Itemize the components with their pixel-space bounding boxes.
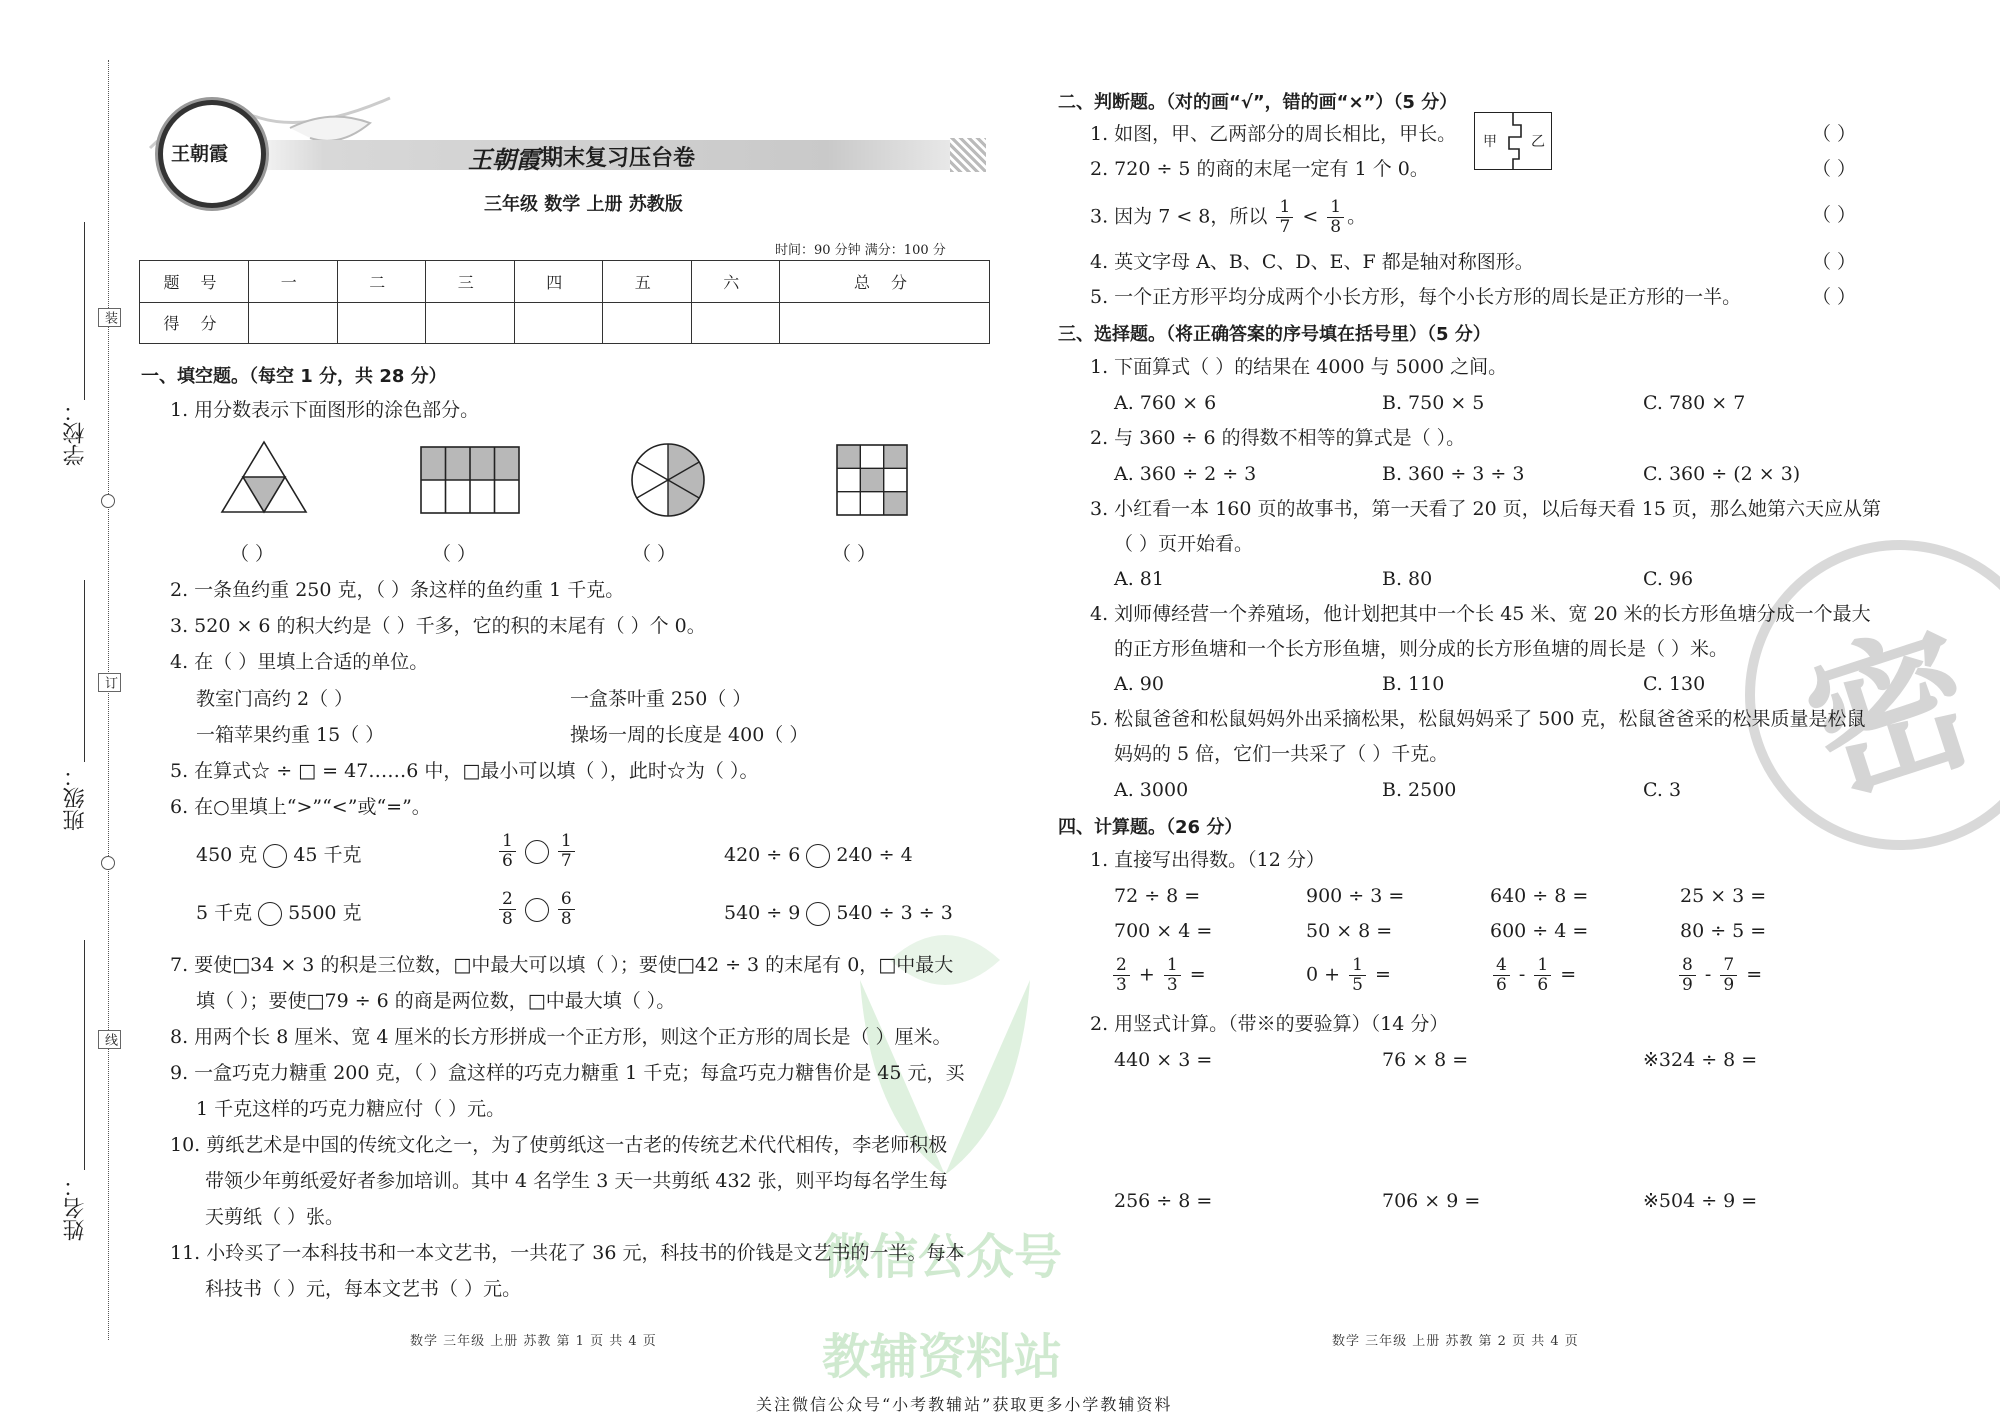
option[interactable]: A. 81 xyxy=(1114,568,1164,590)
compare-circle[interactable] xyxy=(258,902,282,926)
compare-item xyxy=(724,843,913,868)
calc-fraction-item: $\frac{2}{3}$ + $\frac{1}{3}$ = xyxy=(1110,956,1206,995)
judge-answer[interactable]: （ ） xyxy=(1812,204,1857,226)
answer-blank[interactable]: （ ） xyxy=(432,543,477,565)
compare-left: 5 千克 xyxy=(196,902,253,924)
vertical-calc: 76 × 8 = xyxy=(1382,1049,1469,1071)
fraction: $\frac{1}{7}$ xyxy=(558,832,575,871)
score-table xyxy=(139,260,990,344)
choice-5: 5. 松鼠爸爸和松鼠妈妈外出采摘松果，松鼠妈妈采了 500 克，松鼠爸爸采的松果质量是松鼠 xyxy=(1090,708,1866,730)
score-input-cell[interactable] xyxy=(514,302,603,344)
time-info: 时间：90 分钟 满分：100 分 xyxy=(775,243,946,258)
section3-title: 三、选择题。（将正确答案的序号填在括号里）（5 分） xyxy=(1058,324,1491,345)
question-9-cont: 1 千克这样的巧克力糖应付（ ）元。 xyxy=(196,1098,506,1120)
compare-item xyxy=(724,901,953,926)
question-4a: 教室门高约 2（ ） xyxy=(196,688,354,710)
binding-mark-1: 装 xyxy=(98,308,121,327)
compare-right: 540 ÷ 3 ÷ 3 xyxy=(836,902,953,924)
score-cell: 六 xyxy=(691,261,780,303)
compare-circle[interactable] xyxy=(525,898,549,922)
score-input-cell[interactable] xyxy=(249,302,338,344)
calc-fraction-item: $\frac{4}{6}$ - $\frac{1}{6}$ = xyxy=(1490,956,1576,995)
option[interactable]: B. 80 xyxy=(1382,568,1433,590)
choice-2: 2. 与 360 ÷ 6 的得数不相等的算式是（ ）。 xyxy=(1090,427,1466,449)
fraction: $\frac{1}{6}$ xyxy=(1534,956,1551,995)
grid-figure xyxy=(836,444,908,516)
page-footer-left: 数学 三年级 上册 苏教 第 1 页 共 4 页 xyxy=(410,1334,657,1349)
class-line xyxy=(84,580,85,762)
calc-item: 80 ÷ 5 = xyxy=(1680,920,1767,942)
compare-right: 45 千克 xyxy=(293,844,362,866)
question-1: 1. 用分数表示下面图形的涂色部分。 xyxy=(170,399,480,421)
score-input-cell[interactable] xyxy=(337,302,426,344)
score-cell: 三 xyxy=(426,261,515,303)
fraction: $\frac{4}{6}$ xyxy=(1493,956,1510,995)
option[interactable]: B. 360 ÷ 3 ÷ 3 xyxy=(1382,463,1525,485)
confidential-seal xyxy=(1745,540,2000,850)
compare-item xyxy=(496,832,578,871)
option[interactable]: C. 780 × 7 xyxy=(1643,392,1746,414)
score-cell: 四 xyxy=(514,261,603,303)
judge-1: 1. 如图，甲、乙两部分的周长相比，甲长。 xyxy=(1090,123,1457,145)
seal-text: 密 xyxy=(1786,600,1997,828)
vertical-calc: 706 × 9 = xyxy=(1382,1190,1481,1212)
question-4b: 一盒茶叶重 250（ ） xyxy=(570,688,752,710)
compare-right: 5500 克 xyxy=(288,902,362,924)
calc-item: 600 ÷ 4 = xyxy=(1490,920,1589,942)
option[interactable]: B. 110 xyxy=(1382,673,1445,695)
option[interactable]: A. 360 ÷ 2 ÷ 3 xyxy=(1114,463,1257,485)
compare-left: 540 ÷ 9 xyxy=(724,902,801,924)
page-footer-right: 数学 三年级 上册 苏教 第 2 页 共 4 页 xyxy=(1332,1334,1579,1349)
brand-name: 王朝霞 xyxy=(468,145,540,174)
score-table-header-row xyxy=(140,261,990,303)
score-input-cell[interactable] xyxy=(691,302,780,344)
fraction: $\frac{7}{9}$ xyxy=(1720,956,1737,995)
judge-answer[interactable]: （ ） xyxy=(1812,158,1857,180)
triangle-figure xyxy=(220,440,308,514)
label-jia: 甲 xyxy=(1483,134,1497,150)
option[interactable]: C. 360 ÷ (2 × 3) xyxy=(1643,463,1801,485)
judge-answer[interactable]: （ ） xyxy=(1812,286,1857,308)
answer-blank[interactable]: （ ） xyxy=(230,543,275,565)
question-10: 10. 剪纸艺术是中国的传统文化之一，为了使剪纸这一古老的传统艺术代代相传，李老师积极 xyxy=(170,1134,948,1156)
compare-item xyxy=(196,843,362,868)
section1-title: 一、填空题。（每空 1 分，共 28 分） xyxy=(141,366,447,387)
section4-title: 四、计算题。（26 分） xyxy=(1058,817,1243,838)
logo-text: 王朝霞 xyxy=(171,143,229,165)
option[interactable]: B. 750 × 5 xyxy=(1382,392,1485,414)
choice-4: 4. 刘师傅经营一个养殖场，他计划把其中一个长 45 米、宽 20 米的长方形鱼塘分成一个最大 xyxy=(1090,603,1871,625)
vertical-calc: 256 ÷ 8 = xyxy=(1114,1190,1213,1212)
school-label: 学校： xyxy=(63,400,88,466)
fraction: $\frac{6}{8}$ xyxy=(558,890,575,929)
judge-2: 2. 720 ÷ 5 的商的末尾一定有 1 个 0。 xyxy=(1090,158,1429,180)
question-6: 6. 在○里填上“>”“<”或“=”。 xyxy=(170,796,431,818)
compare-circle[interactable] xyxy=(806,902,830,926)
option[interactable]: C. 130 xyxy=(1643,673,1706,695)
punch-hole-icon xyxy=(101,494,115,508)
score-input-cell[interactable] xyxy=(426,302,515,344)
option[interactable]: A. 3000 xyxy=(1114,779,1189,801)
score-cell: 总 分 xyxy=(780,261,990,303)
fraction: $\frac{1}{5}$ xyxy=(1349,956,1366,995)
calc-fraction-item: $\frac{8}{9}$ - $\frac{7}{9}$ = xyxy=(1676,956,1762,995)
score-cell: 二 xyxy=(337,261,426,303)
question-4d: 操场一周的长度是 400（ ） xyxy=(570,724,809,746)
judge-4: 4. 英文字母 A、B、C、D、E、F 都是轴对称图形。 xyxy=(1090,251,1534,273)
banner-pattern xyxy=(950,138,986,172)
choice-1: 1. 下面算式（ ）的结果在 4000 与 5000 之间。 xyxy=(1090,356,1508,378)
subtitle: 三年级 数学 上册 苏教版 xyxy=(484,194,683,215)
vertical-calc: 440 × 3 = xyxy=(1114,1049,1213,1071)
punch-hole-icon xyxy=(101,856,115,870)
score-cell: 得 分 xyxy=(140,302,249,344)
calc-item: 50 × 8 = xyxy=(1306,920,1393,942)
calc-fraction-item: 0 + $\frac{1}{5}$ = xyxy=(1306,955,1391,995)
bottom-notice: 关注微信公众号“小考教辅站”获取更多小学教辅资料 xyxy=(756,1395,1173,1414)
choice-4-cont: 的正方形鱼塘和一个长方形鱼塘，则分成的长方形鱼塘的周长是（ ）米。 xyxy=(1114,638,1729,660)
compare-left: 450 克 xyxy=(196,844,258,866)
option[interactable]: A. 760 × 6 xyxy=(1114,392,1217,414)
section2-title: 二、判断题。（对的画“√”，错的画“×”）（5 分） xyxy=(1058,92,1458,113)
option[interactable]: C. 96 xyxy=(1643,568,1694,590)
answer-blank[interactable]: （ ） xyxy=(832,543,877,565)
score-input-cell[interactable] xyxy=(780,302,990,344)
fraction: $\frac{1}{6}$ xyxy=(499,832,516,871)
fraction: $\frac{2}{8}$ xyxy=(499,890,516,929)
jia-yi-figure xyxy=(1474,112,1552,170)
compare-left: 420 ÷ 6 xyxy=(724,844,801,866)
answer-blank[interactable]: （ ） xyxy=(632,543,677,565)
question-2: 2. 一条鱼约重 250 克，（ ）条这样的鱼约重 1 千克。 xyxy=(170,579,625,601)
question-10-cont: 天剪纸（ ）张。 xyxy=(205,1206,345,1228)
calc-item: 640 ÷ 8 = xyxy=(1490,885,1589,907)
fraction: $\frac{1}{3}$ xyxy=(1164,956,1181,995)
calc-item: 900 ÷ 3 = xyxy=(1306,885,1405,907)
compare-right: 240 ÷ 4 xyxy=(836,844,913,866)
binding-mark-2: 订 xyxy=(98,673,121,692)
option[interactable]: B. 2500 xyxy=(1382,779,1457,801)
judge-5: 5. 一个正方形平均分成两个小长方形，每个小长方形的周长是正方形的一半。 xyxy=(1090,286,1742,308)
vertical-calc: ※504 ÷ 9 = xyxy=(1643,1190,1758,1212)
judge-3: 3. 因为 7 < 8，所以 $\frac{1}{7}$ < $\frac{1}{8}$ 。 xyxy=(1090,197,1367,237)
question-7-cont: 填（ ）；要使□79 ÷ 6 的商是两位数，□中最大填（ ）。 xyxy=(196,990,676,1012)
score-cell: 题 号 xyxy=(140,261,249,303)
judge-answer[interactable]: （ ） xyxy=(1812,251,1857,273)
fraction: $\frac{1}{7}$ xyxy=(1276,198,1293,237)
fraction: $\frac{1}{8}$ xyxy=(1327,198,1344,237)
judge-answer[interactable]: （ ） xyxy=(1812,123,1857,145)
option[interactable]: A. 90 xyxy=(1114,673,1164,695)
compare-circle[interactable] xyxy=(263,844,287,868)
question-8: 8. 用两个长 8 厘米、宽 4 厘米的长方形拼成一个正方形，则这个正方形的周长是（ ）厘米。 xyxy=(170,1026,952,1048)
score-cell: 五 xyxy=(603,261,692,303)
question-4: 4. 在（ ）里填上合适的单位。 xyxy=(170,651,429,673)
question-9: 9. 一盒巧克力糖重 200 克，（ ）盒这样的巧克力糖重 1 千克；每盒巧克力糖售价是 45 元，买 xyxy=(170,1062,965,1084)
question-4c: 一箱苹果约重 15（ ） xyxy=(196,724,385,746)
calc-sub1: 1. 直接写出得数。（12 分） xyxy=(1090,849,1325,871)
school-line xyxy=(84,222,85,400)
question-7: 7. 要使□34 × 3 的积是三位数，□中最大可以填（ ）；要使□42 ÷ 3 的末尾有 0，□中最大 xyxy=(170,954,954,976)
question-5: 5. 在算式☆ ÷ □ = 47……6 中，□最小可以填（ ），此时☆为（ ）。 xyxy=(170,760,759,782)
question-10-cont: 带领少年剪纸爱好者参加培训。其中 4 名学生 3 天一共剪纸 432 张，则平均每名学生每 xyxy=(205,1170,948,1192)
watermark-line1: 微信公众号 xyxy=(822,1229,1063,1285)
question-11: 11. 小玲买了一本科技书和一本文艺书，一共花了 36 元，科技书的价钱是文艺书的一半。每本 xyxy=(170,1242,965,1264)
option[interactable]: C. 3 xyxy=(1643,779,1682,801)
fraction: $\frac{8}{9}$ xyxy=(1679,956,1696,995)
score-input-cell[interactable] xyxy=(603,302,692,344)
score-cell: 一 xyxy=(249,261,338,303)
choice-3: 3. 小红看一本 160 页的故事书，第一天看了 20 页，以后每天看 15 页，那么她第六天应从第 xyxy=(1090,498,1882,520)
name-line xyxy=(84,940,85,1170)
score-table-score-row xyxy=(140,302,990,344)
compare-circle[interactable] xyxy=(525,840,549,864)
exam-title: 期末复习压台卷 xyxy=(541,146,696,171)
calc-item: 25 × 3 = xyxy=(1680,885,1767,907)
divider-path xyxy=(1475,113,1551,169)
question-3: 3. 520 × 6 的积大约是（ ）千多，它的积的末尾有（ ）个 0。 xyxy=(170,615,706,637)
compare-item xyxy=(496,890,578,929)
question-11-cont: 科技书（ ）元，每本文艺书（ ）元。 xyxy=(205,1278,522,1300)
rectangle-figure xyxy=(420,446,520,514)
calc-sub2: 2. 用竖式计算。（带※的要验算）（14 分） xyxy=(1090,1013,1449,1035)
compare-item xyxy=(196,901,362,926)
binding-line xyxy=(108,60,109,1340)
binding-mark-3: 线 xyxy=(98,1030,121,1049)
fraction: $\frac{2}{3}$ xyxy=(1113,956,1130,995)
choice-5-cont: 妈妈的 5 倍，它们一共采了（ ）千克。 xyxy=(1114,743,1449,765)
circle-figure xyxy=(630,442,706,518)
vertical-calc: ※324 ÷ 8 = xyxy=(1643,1049,1758,1071)
brand-logo xyxy=(158,100,266,208)
calc-item: 72 ÷ 8 = xyxy=(1114,885,1201,907)
label-yi: 乙 xyxy=(1531,134,1545,150)
calc-item: 700 × 4 = xyxy=(1114,920,1213,942)
watermark-line2: 教辅资料站 xyxy=(822,1329,1063,1385)
choice-3-cont: （ ）页开始看。 xyxy=(1114,533,1254,555)
compare-circle[interactable] xyxy=(806,844,830,868)
name-label: 姓名： xyxy=(63,1175,88,1241)
class-label: 班级： xyxy=(63,765,88,831)
